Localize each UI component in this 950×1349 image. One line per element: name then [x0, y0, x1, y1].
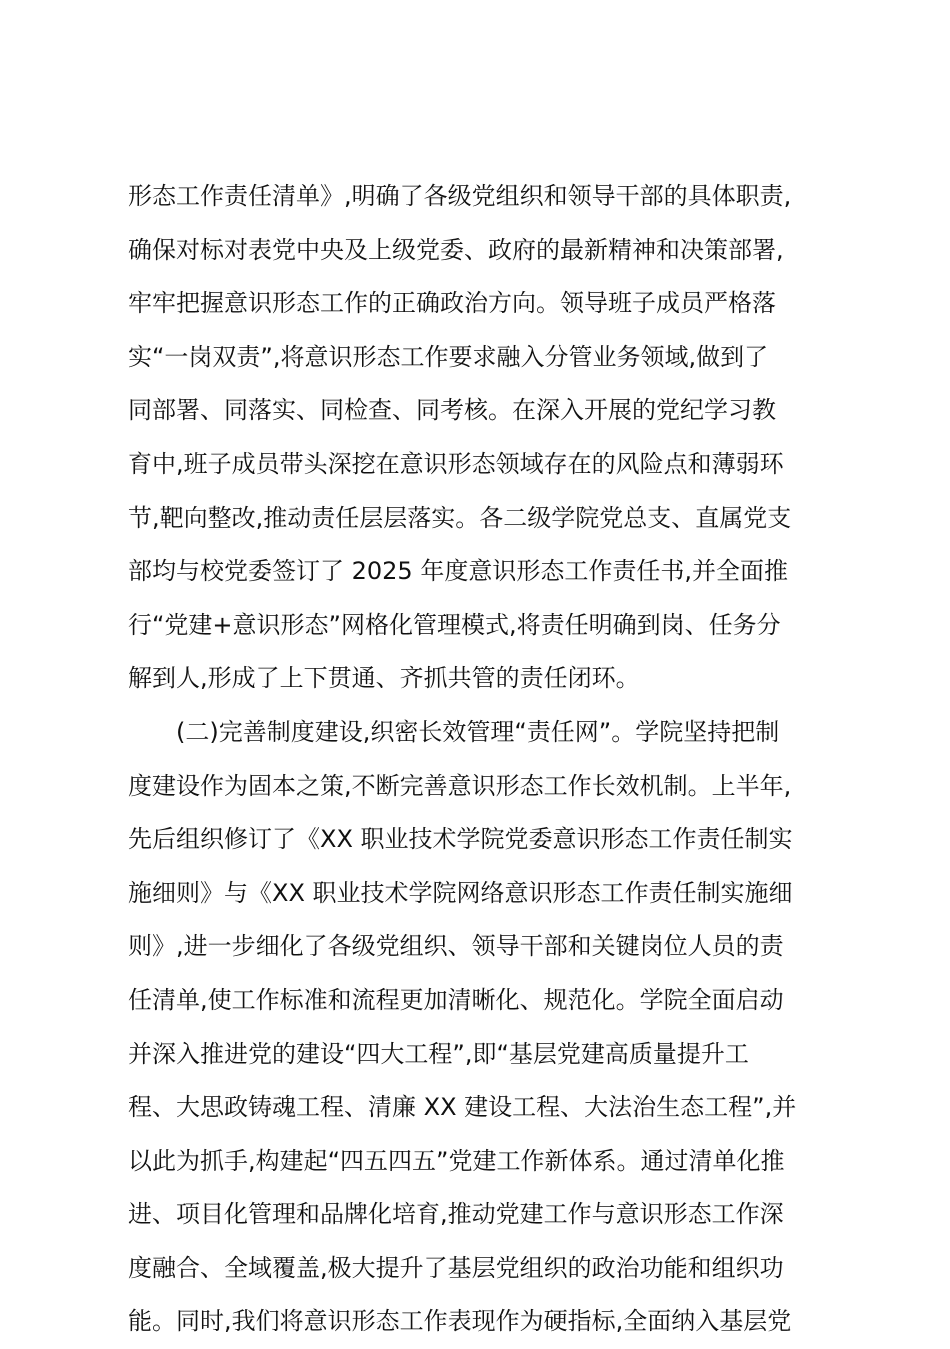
- text-line: 进、项目化管理和品牌化培育,推动党建工作与意识形态工作深: [128, 1200, 784, 1229]
- text-line: 能。同时,我们将意识形态工作表现作为硬指标,全面纳入基层党: [128, 1307, 792, 1336]
- text-line: 解到人,形成了上下贯通、齐抓共管的责任闭环。: [128, 664, 640, 693]
- text-line: 部均与校党委签订了 2025 年度意识形态工作责任书,并全面推: [128, 557, 788, 586]
- text-line: 同部署、同落实、同检查、同考核。在深入开展的党纪学习教: [128, 396, 776, 425]
- text-line: 行“党建+意识形态”网格化管理模式,将责任明确到岗、任务分: [128, 610, 781, 639]
- body-text: [128, 170, 838, 1349]
- text-line: 施细则》与《XX 职业技术学院网络意识形态工作责任制实施细: [128, 878, 793, 907]
- text-line: 度融合、全域覆盖,极大提升了基层党组织的政治功能和组织功: [128, 1253, 784, 1282]
- section-heading-line: (二)完善制度建设,织密长效管理“责任网”。学院坚持把制: [176, 717, 780, 746]
- text-line: 形态工作责任清单》,明确了各级党组织和领导干部的具体职责,: [128, 182, 792, 210]
- text-line: 以此为抓手,构建起“四五四五”党建工作新体系。通过清单化推: [128, 1146, 785, 1175]
- text-line: 节,靶向整改,推动责任层层落实。各二级学院党总支、直属党支: [128, 503, 792, 532]
- text-line: 并深入推进党的建设“四大工程”,即“基层党建高质量提升工: [128, 1039, 749, 1068]
- text-line: 实“一岗双责”,将意识形态工作要求融入分管业务领域,做到了: [128, 342, 769, 371]
- text-line: 牢牢把握意识形态工作的正确政治方向。领导班子成员严格落: [128, 289, 776, 318]
- text-line: 确保对标对表党中央及上级党委、政府的最新精神和决策部署,: [128, 235, 784, 264]
- text-line: 育中,班子成员带头深挖在意识形态领域存在的风险点和薄弱环: [128, 449, 784, 478]
- text-line: 程、大思政铸魂工程、清廉 XX 建设工程、大法治生态工程”,并: [128, 1093, 797, 1122]
- text-line: 则》,进一步细化了各级党组织、领导干部和关键岗位人员的责: [128, 932, 784, 961]
- text-line: 先后组织修订了《XX 职业技术学院党委意识形态工作责任制实: [128, 825, 793, 854]
- text-line: 度建设作为固本之策,不断完善意识形态工作长效机制。上半年,: [128, 771, 792, 800]
- text-line: 任清单,使工作标准和流程更加清晰化、规范化。学院全面启动: [128, 985, 784, 1014]
